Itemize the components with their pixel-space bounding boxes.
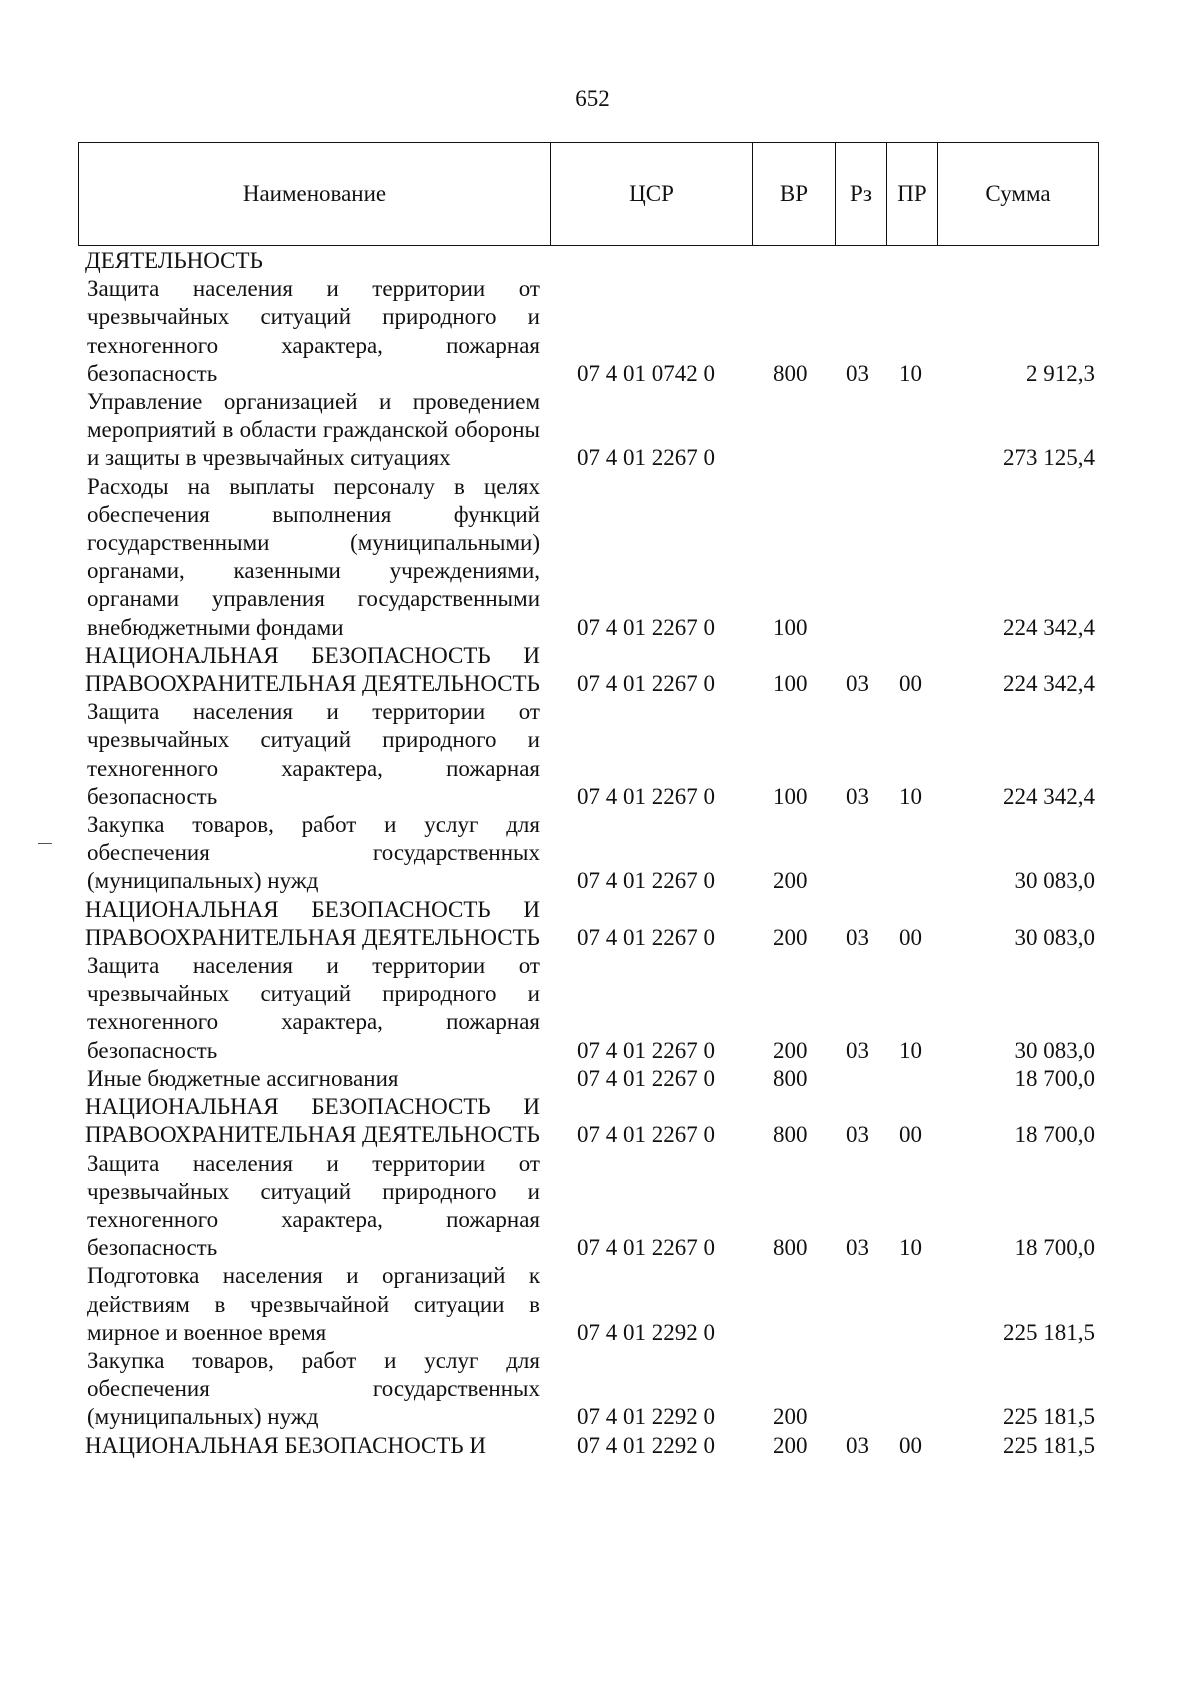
row-rz: 03 <box>846 360 869 386</box>
table-row <box>78 642 1098 698</box>
row-sum: 2 912,3 <box>1026 360 1095 386</box>
row-csr: 07 4 01 0742 0 <box>577 360 715 386</box>
header-rz: Рз <box>836 143 887 246</box>
row-rz <box>835 1262 886 1347</box>
row-pr <box>886 473 937 642</box>
header-csr: ЦСР <box>551 143 753 246</box>
row-name: Защита населения и территории от чрезвычайных ситуаций природного и техногенного характера, пожарная безопасность <box>87 699 540 809</box>
row-sum: 225 181,5 <box>1003 1432 1095 1458</box>
row-sum: 273 125,4 <box>1003 445 1095 471</box>
row-pr: 10 <box>899 1235 922 1261</box>
row-csr: 07 4 01 2267 0 <box>577 445 715 471</box>
row-vr: 800 <box>773 1235 808 1261</box>
row-vr: 200 <box>773 1404 808 1430</box>
row-csr: 07 4 01 2267 0 <box>577 1122 715 1148</box>
row-csr <box>550 247 752 275</box>
row-pr <box>886 1347 937 1432</box>
row-pr: 00 <box>899 671 922 697</box>
page-number: 652 <box>575 86 610 111</box>
header-pr: ПР <box>887 143 938 246</box>
row-pr <box>886 388 937 473</box>
row-pr <box>886 1065 937 1093</box>
row-vr: 100 <box>773 783 808 809</box>
header-name: Наименование <box>79 143 551 246</box>
table-row <box>78 896 1098 952</box>
row-name: Защита населения и территории от чрезвычайных ситуаций природного и техногенного характера, пожарная безопасность <box>87 1150 540 1261</box>
row-sum <box>937 247 1098 275</box>
table-row <box>78 1093 1098 1149</box>
row-rz <box>835 811 886 896</box>
row-vr <box>752 388 835 473</box>
row-rz: 03 <box>846 1432 869 1458</box>
row-vr: 800 <box>773 1122 808 1148</box>
row-csr: 07 4 01 2267 0 <box>577 671 715 697</box>
row-sum: 30 083,0 <box>1014 868 1095 894</box>
table-row <box>78 1262 1098 1347</box>
row-pr: 10 <box>899 1037 922 1063</box>
row-sum: 18 700,0 <box>1014 1235 1095 1261</box>
table-row <box>78 1150 1098 1263</box>
row-csr: 07 4 01 2267 0 <box>577 1065 715 1091</box>
row-pr <box>886 247 937 275</box>
row-sum: 30 083,0 <box>1014 1037 1095 1063</box>
row-pr: 00 <box>899 1122 922 1148</box>
row-vr <box>752 247 835 275</box>
row-name: НАЦИОНАЛЬНАЯ БЕЗОПАСНОСТЬ И <box>85 1432 486 1458</box>
row-name: Закупка товаров, работ и услуг для обеспечения государственных (муниципальных) нужд <box>87 1347 540 1430</box>
row-vr: 100 <box>773 614 808 640</box>
row-csr: 07 4 01 2267 0 <box>577 1037 715 1063</box>
row-rz: 03 <box>846 783 869 809</box>
row-name: Защита населения и территории от чрезвычайных ситуаций природного и техногенного характера, пожарная безопасность <box>87 953 540 1063</box>
row-rz <box>835 1347 886 1432</box>
row-rz: 03 <box>846 1235 869 1261</box>
row-csr: 07 4 01 2267 0 <box>577 1235 715 1261</box>
row-rz: 03 <box>846 1122 869 1148</box>
row-name: ДЕЯТЕЛЬНОСТЬ <box>85 248 263 273</box>
budget-table-body <box>78 247 1098 1460</box>
table-row <box>78 811 1098 896</box>
row-sum: 30 083,0 <box>1014 924 1095 950</box>
row-vr <box>752 1262 835 1347</box>
row-name: НАЦИОНАЛЬНАЯ БЕЗОПАСНОСТЬ И ПРАВООХРАНИТЕЛЬНАЯ ДЕЯТЕЛЬНОСТЬ <box>85 1094 540 1148</box>
table-row <box>78 247 1098 275</box>
table-header <box>78 142 1099 246</box>
row-rz: 03 <box>846 1037 869 1063</box>
row-vr: 100 <box>773 671 808 697</box>
row-vr: 200 <box>773 924 808 950</box>
row-csr: 07 4 01 2292 0 <box>577 1432 715 1458</box>
row-pr <box>886 1262 937 1347</box>
row-name: Закупка товаров, работ и услуг для обеспечения государственных (муниципальных) нужд <box>87 812 540 894</box>
row-name: НАЦИОНАЛЬНАЯ БЕЗОПАСНОСТЬ И ПРАВООХРАНИТЕЛЬНАЯ ДЕЯТЕЛЬНОСТЬ <box>85 642 540 697</box>
row-pr: 00 <box>899 924 922 950</box>
scan-mark <box>38 843 52 844</box>
row-rz <box>835 247 886 275</box>
table-row <box>78 473 1098 642</box>
table-row <box>78 952 1098 1065</box>
row-rz <box>835 1065 886 1093</box>
row-rz <box>835 473 886 642</box>
row-rz <box>835 388 886 473</box>
row-pr: 10 <box>899 360 922 386</box>
row-sum: 18 700,0 <box>1014 1122 1095 1148</box>
row-csr: 07 4 01 2267 0 <box>577 783 715 809</box>
row-name: НАЦИОНАЛЬНАЯ БЕЗОПАСНОСТЬ И ПРАВООХРАНИТЕЛЬНАЯ ДЕЯТЕЛЬНОСТЬ <box>85 896 540 950</box>
row-vr: 800 <box>773 1065 808 1091</box>
row-name: Иные бюджетные ассигнования <box>87 1065 399 1091</box>
table-row <box>78 1432 1098 1460</box>
row-pr: 00 <box>899 1432 922 1458</box>
row-sum: 18 700,0 <box>1014 1065 1095 1091</box>
header-sum: Сумма <box>938 143 1099 246</box>
row-rz: 03 <box>846 671 869 697</box>
row-sum: 224 342,4 <box>1003 671 1095 697</box>
row-sum: 224 342,4 <box>1003 783 1095 809</box>
row-pr: 10 <box>899 783 922 809</box>
row-sum: 225 181,5 <box>1003 1404 1095 1430</box>
row-vr: 200 <box>773 1037 808 1063</box>
row-csr: 07 4 01 2267 0 <box>577 614 715 640</box>
row-sum: 225 181,5 <box>1003 1319 1095 1345</box>
header-row <box>79 143 1099 246</box>
table-row <box>78 698 1098 811</box>
row-csr: 07 4 01 2267 0 <box>577 868 715 894</box>
row-rz: 03 <box>846 924 869 950</box>
row-vr: 800 <box>773 360 808 386</box>
table-row <box>78 275 1098 388</box>
row-vr: 200 <box>773 1432 808 1458</box>
row-csr: 07 4 01 2292 0 <box>577 1319 715 1345</box>
header-vr: ВР <box>753 143 836 246</box>
row-vr: 200 <box>773 868 808 894</box>
row-name: Подготовка населения и организаций к действиям в чрезвычайной ситуации в мирное и военное время <box>87 1263 540 1345</box>
table-row <box>78 1065 1098 1093</box>
row-name: Расходы на выплаты персоналу в целях обеспечения выполнения функций государственными (муниципальными) органами, казенными учреждениями, органами управления государственными внебюджетными фондами <box>87 473 540 640</box>
row-name: Управление организацией и проведением мероприятий в области гражданской обороны и защиты в чрезвычайных ситуациях <box>87 389 540 471</box>
table-row <box>78 1347 1098 1432</box>
row-name: Защита населения и территории от чрезвычайных ситуаций природного и техногенного характера, пожарная безопасность <box>87 276 540 386</box>
row-csr: 07 4 01 2292 0 <box>577 1404 715 1430</box>
table-row <box>78 388 1098 473</box>
row-sum: 224 342,4 <box>1003 614 1095 640</box>
row-csr: 07 4 01 2267 0 <box>577 924 715 950</box>
row-pr <box>886 811 937 896</box>
